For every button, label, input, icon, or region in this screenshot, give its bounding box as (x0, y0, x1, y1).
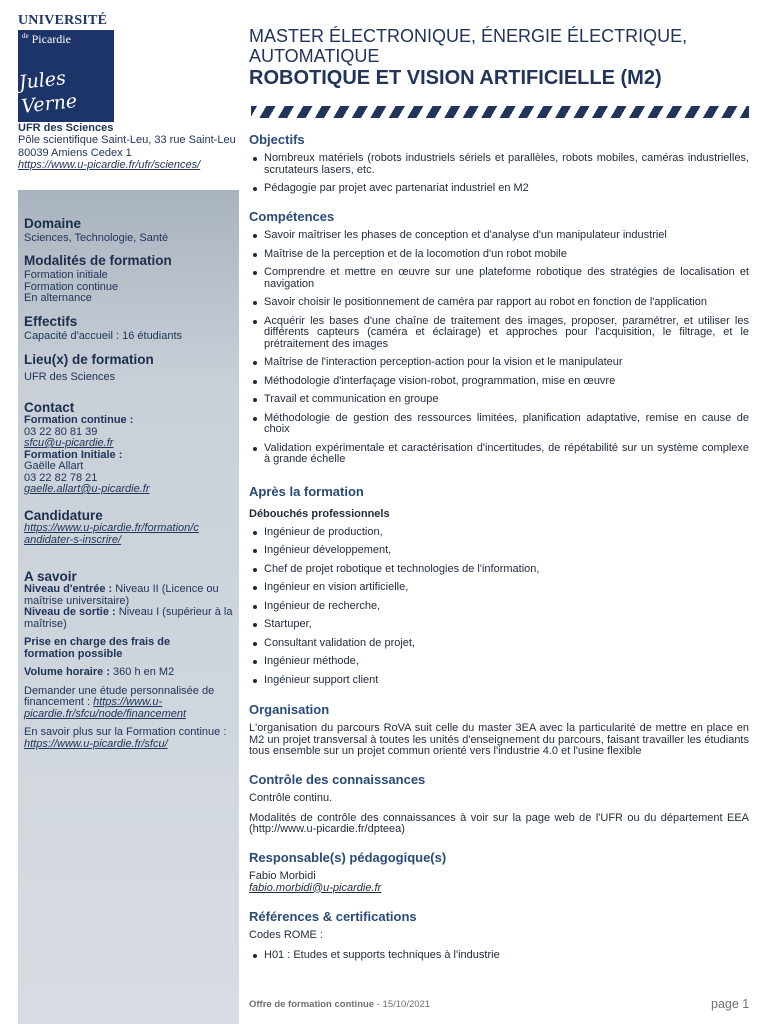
list-item: Savoir maîtriser les phases de conception et d'analyse d'un manipulateur industriel (264, 230, 749, 242)
candidature-link[interactable]: https://www.u-picardie.fr/formation/candidater-s-inscrire/ (24, 522, 199, 546)
sfcu-link[interactable]: https://www.u-picardie.fr/sfcu/ (24, 737, 168, 750)
list-item: Pédagogie par projet avec partenariat industriel en M2 (264, 183, 749, 195)
list-item: Acquérir les bases d'une chaîne de traitement des images, proposer, paramétrer, et utiliser les différents capteurs (caméra et éclairage) et approches pour l'acquisition, le filtrage, et le prétraitement des images (264, 314, 749, 350)
responsable-name: Fabio Morbidi (249, 870, 316, 882)
section-apres (249, 484, 749, 693)
contact-fi-name: Gaëlle Allart (24, 460, 84, 472)
program-title: MASTER ÉLECTRONIQUE, ÉNERGIE ÉLECTRIQUE, AUTOMATIQUE (249, 26, 688, 66)
logo-box (18, 30, 114, 122)
logo-signature: Jules Verne (17, 67, 79, 118)
volume-horaire: Volume horaire : 360 h en M2 (24, 666, 175, 678)
ufr-name: UFR des Sciences (18, 122, 114, 134)
list-item: Chef de projet robotique et technologies de l'information, (264, 564, 749, 576)
list-item: Ingénieur développement, (264, 545, 749, 557)
modalites-item: Formation initiale (24, 269, 108, 281)
program-subtitle: ROBOTIQUE ET VISION ARTIFICIELLE (M2) (249, 67, 662, 89)
controle-text2: Modalités de contrôle des connaissances à voir sur la page web de l'UFR ou du département EEA (http://www.u-picardie.fr/dpteea) (249, 811, 749, 835)
effectifs-title: Effectifs (24, 314, 78, 329)
ufr-address-line2: 80039 Amiens Cedex 1 (18, 146, 132, 159)
competences-title: Compétences (249, 209, 335, 224)
contact-fi-phone: 03 22 82 78 21 (24, 471, 98, 484)
sidebar-lieux (24, 352, 234, 384)
modalites-title: Modalités de formation (24, 253, 172, 268)
debouches-subtitle: Débouchés professionnels (249, 508, 390, 520)
list-item: Maîtrise de l'interaction perception-action pour la vision et le manipulateur (264, 357, 749, 369)
lieux-value: UFR des Sciences (24, 371, 116, 383)
decorative-stripe (251, 106, 749, 118)
sidebar-candidature (24, 508, 234, 546)
contact-fi-email[interactable]: gaelle.allart@u-picardie.fr (24, 483, 150, 495)
controle-text1: Contrôle continu. (249, 792, 333, 804)
objectifs-title: Objectifs (249, 132, 305, 147)
section-controle (249, 772, 749, 836)
list-item: Ingénieur en vision artificielle, (264, 582, 749, 594)
sidebar-contact (24, 400, 234, 496)
sidebar-domaine (24, 216, 234, 245)
section-references (249, 909, 749, 968)
section-responsable (249, 850, 749, 894)
modalites-item: Formation continue (24, 280, 119, 293)
logo-picardie: $^{de}$ Picardie (22, 32, 71, 46)
contact-title: Contact (24, 400, 75, 415)
list-item: Comprendre et mettre en œuvre sur une plateforme robotique des stratégies de localisation et navigation (264, 266, 749, 290)
sidebar-asavoir (24, 569, 234, 750)
ufr-address-line1: Pôle scientifique Saint-Leu, 33 rue Saint-Leu (18, 134, 236, 147)
list-item: Travail et communication en groupe (264, 394, 749, 406)
list-item: Nombreux matériels (robots industriels sériels et parallèles, robots mobiles, caméras industrielles, scrutateurs lasers, etc. (264, 152, 749, 176)
niveau-sortie: Niveau de sortie : Niveau I (supérieur à la maîtrise) (24, 606, 233, 630)
sidebar-effectifs (24, 314, 234, 343)
section-competences (249, 209, 749, 473)
candidature-title: Candidature (24, 508, 103, 523)
responsable-title: Responsable(s) pédagogique(s) (249, 850, 447, 865)
domaine-title: Domaine (24, 216, 82, 231)
list-item: H01 : Etudes et supports techniques à l'industrie (264, 950, 749, 962)
section-organisation (249, 702, 749, 758)
etude-financement: Demander une étude personnalisée de financement : https://www.u-picardie.fr/sfcu/node/financement (24, 684, 215, 720)
sidebar-modalites (24, 253, 234, 305)
list-item: Maîtrise de la perception et de la locomotion d'un robot mobile (264, 249, 749, 261)
list-item: Ingénieur de recherche, (264, 601, 749, 613)
controle-title: Contrôle des connaissances (249, 772, 426, 787)
lieux-title: Lieu(x) de formation (24, 352, 154, 367)
list-item: Ingénieur support client (264, 675, 749, 687)
page-number: page 1 (711, 997, 750, 1011)
list-item: Méthodologie d'interfaçage vision-robot, programmation, mise en œuvre (264, 376, 749, 388)
contact-fc-label: Formation continue : (24, 414, 134, 426)
codes-rome: Codes ROME : (249, 929, 323, 941)
section-objectifs (249, 132, 749, 202)
references-title: Références & certifications (249, 909, 417, 924)
footer-date: 15/10/2021 (382, 999, 431, 1010)
university-logo (18, 14, 114, 122)
frais-note: Prise en charge des frais de formation possible (24, 636, 171, 660)
contact-fc-email[interactable]: sfcu@u-picardie.fr (24, 437, 114, 449)
asavoir-title: A savoir (24, 569, 77, 584)
responsable-email[interactable]: fabio.morbidi@u-picardie.fr (249, 881, 382, 894)
list-item: Savoir choisir le positionnement de caméra par rapport au robot en fonction de l'application (264, 297, 749, 309)
ufr-link[interactable]: https://www.u-picardie.fr/ufr/sciences/ (18, 159, 201, 172)
niveau-entree: Niveau d'entrée : Niveau II (Licence ou maîtrise universitaire) (24, 583, 219, 607)
list-item: Méthodologie de gestion des ressources limitées, planification adaptative, remise en cause de choix (264, 411, 749, 435)
contact-fi-label: Formation Initiale : (24, 448, 123, 461)
modalites-item: En alternance (24, 292, 92, 304)
footer: Offre de formation continue - 15/10/2021 (249, 999, 431, 1010)
list-item: Ingénieur de production, (264, 527, 749, 539)
list-item: Validation expérimentale et caractérisation d'incertitudes, de répétabilité sur un système complexe à grande échelle (264, 441, 749, 465)
organisation-text: L'organisation du parcours RoVA suit celle du master 3EA avec la particularité de mettre en place en M2 un projet transversal à toutes les unités d'enseignement du parcours, faisant travailler les étudiants tous ensemble sur un projet commun orienté vers l'industrie 4.0 et l'usine flexible (249, 722, 749, 757)
list-item: Consultant validation de projet, (264, 638, 749, 650)
list-item: Ingénieur méthode, (264, 656, 749, 668)
contact-fc-phone: 03 22 80 81 39 (24, 425, 98, 438)
domaine-value: Sciences, Technologie, Santé (24, 232, 169, 244)
list-item: Startuper, (264, 619, 749, 631)
financement-link[interactable]: https://www.u-picardie.fr/sfcu/node/financement (24, 696, 187, 720)
savoir-plus: En savoir plus sur la Formation continue : https://www.u-picardie.fr/sfcu/ (24, 726, 227, 750)
apres-title: Après la formation (249, 484, 364, 499)
effectifs-value: Capacité d'accueil : 16 étudiants (24, 330, 183, 342)
organisation-title: Organisation (249, 702, 330, 717)
ufr-address (18, 122, 238, 172)
logo-universite: UNIVERSITÉ (18, 13, 108, 28)
